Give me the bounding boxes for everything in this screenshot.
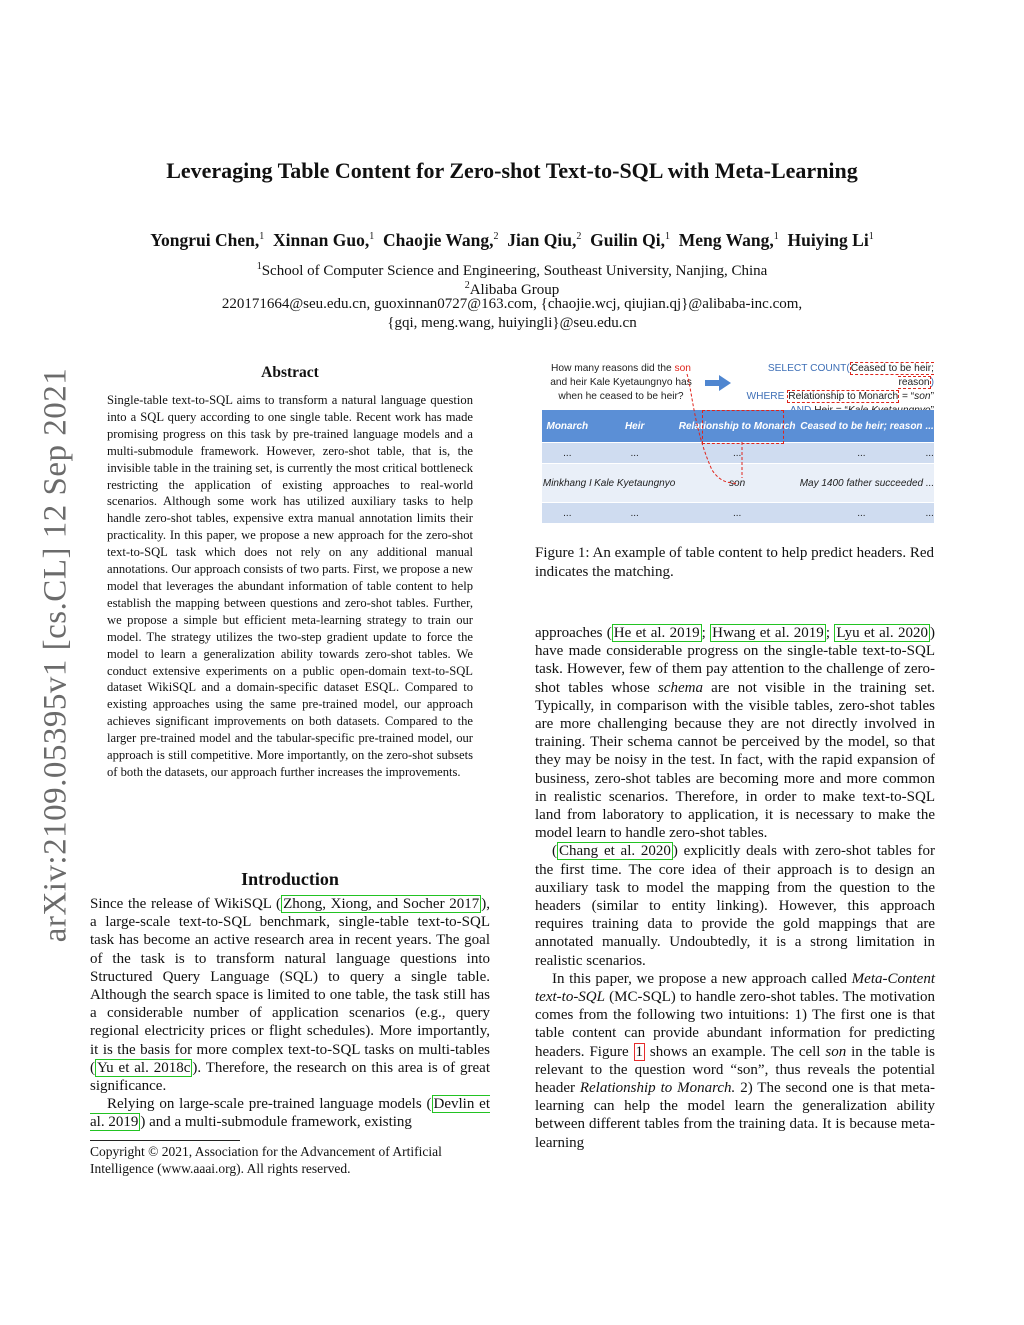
emails-line-1: 220171664@seu.edu.cn, guoxinnan0727@163.com, {chaojie.wcj, qiujian.qj}@alibaba-inc.com, <box>221 296 803 312</box>
author: Yongrui Chen,$^1$ <box>150 230 265 250</box>
right-paragraph-1: approaches ( He et al. 2019 ; Hwang et al. 2019 ; Lyu et al. 2020 ) have made considerable progress on the single-table text-to-SQL task. However, few of them pay attention to the challenge of zero-shot tables whose schema are not visible in the training set. Typically, in comparison with the visible tables, zero-shot tables are more challenging because they are not directly involved in training. Their schema cannot be perceived by the model, so that they may be noisy in the test. In fact, with the rapid expansion of business, zero-shot tables are becoming more and more common in realistic scenarios. Therefore, in order to make text-to-SQL land from laboratory to application, it is necessary to make the model learn to handle zero-shot tables. <box>535 625 936 842</box>
table-header-cell: ... <box>925 410 934 443</box>
figure-caption: Figure 1: An example of table content to help predict headers. Red indicates the matching. <box>535 545 935 580</box>
footnote-divider <box>90 1140 240 1141</box>
match-connector-lines <box>542 360 934 530</box>
figure-reference-link[interactable]: 1 <box>635 1043 644 1060</box>
affiliation-1: $^1$School of Computer Science and Engineering, Southeast University, Nanjing, China <box>256 261 768 279</box>
affiliation-2: $^2$Alibaba Group <box>464 280 560 298</box>
abstract-body: Single-table text-to-SQL aims to transform a natural language question into a SQL query according to one single table. Recent work has made promising progress on this task by pre-trained language models and a multi-submodule framework. However, zero-shot table, that is, the invisible table in the training set, is currently the most critical bottleneck restricting the application of existing approaches to real-world scenarios. Although some work has utilized auxiliary tasks to help handle zero-shot tables, expensive extra manual annotation limits their practicality. In this paper, we propose a new approach for the zero-shot text-to-SQL task which does not rely on any additional manual annotations. Our approach consists of two parts. First, we propose a new model that leverages the abundant information of table content to help establish the mapping between questions and zero-shot tables. Further, we propose a simple but efficient meta-learning strategy to train our model. The strategy utilizes the two-step gradient update to force the model to learn a generalization ability towards zero-shot tables. We conduct extensive experiments on a public open-domain text-to-SQL dataset WikiSQL and a domain-specific dataset ESQL. Compared to existing approaches using the same pre-trained model, our approach achieves significant improvements on both datasets. Compared to the larger pre-trained model and the tabular-specific pre-trained model, our approach is still competitive. More importantly, on the zero-shot subsets of both the datasets, our approach further increases the improvements. <box>107 393 473 779</box>
right-paragraph-2: ( Chang et al. 2020 ) explicitly deals with zero-shot tables for the first time. The core idea of their approach is to design an auxiliary task to model the mapping from the question to the headers (similar to entity linking). However, this approach requires training data to provide the gold mappings that are annotated manually. Undoubtedly, it is a strong limitation in realistic scenarios. <box>535 843 935 969</box>
right-column-text <box>535 624 935 1152</box>
author: Meng Wang,$^1$ <box>678 230 779 250</box>
table-header-cell: Ceased to be heir; reason <box>798 410 926 443</box>
citation-link[interactable]: He et al. 2019 <box>613 625 700 641</box>
citation-link[interactable]: Hwang et al. 2019 <box>712 625 824 641</box>
table-header-cell: Monarch <box>542 410 593 443</box>
citation-link[interactable]: Lyu et al. 2020 <box>836 625 929 641</box>
figure-1 <box>542 360 934 530</box>
matched-cell: son <box>677 464 798 503</box>
emails-line-2: {gqi, meng.wang, huiyingli}@seu.edu.cn <box>387 315 637 331</box>
table-row: ... ... ... ... ... <box>542 503 934 524</box>
table-row: Minkhang I Kale Kyetaungnyo son May 1400 father succeeded ... <box>542 464 934 503</box>
copyright-notice: Copyright © 2021, Association for the Advancement of Artificial Intelligence (www.aaai.org). All rights reserved. <box>90 1144 442 1176</box>
citation-link[interactable]: Zhong, Xiong, and Socher 2017 <box>283 896 480 912</box>
table-header-cell: Relationship to Monarch <box>677 410 798 443</box>
author: Jian Qiu,$^2$ <box>507 230 582 250</box>
abstract-heading: Abstract <box>261 364 319 381</box>
table-row: ... ... ... ... ... <box>542 443 934 464</box>
table-header-cell: Heir <box>593 410 677 443</box>
citation-link[interactable]: Chang et al. 2020 <box>559 843 671 860</box>
right-paragraph-3: In this paper, we propose a new approach called Meta-Content text-to-SQL (MC-SQL) to handle zero-shot tables. The motivation comes from the following two intuitions: 1) The first one is that table content can provide abundant information for predicting headers. Figure 1 shows an example. The cell son in the table is relevant to the question word “son”, thus reveals the potential header Relationship to Monarch. 2) The second one is that meta-learning can help the model learn the generalization ability between different tables from the training data. It is because meta-learning <box>535 970 936 1151</box>
intro-text <box>90 895 490 1132</box>
author: Xinnan Guo,$^1$ <box>272 230 375 250</box>
intro-paragraph-2: Relying on large-scale pre-trained language models ( Devlin et al. 2019 ) and a multi-submodule framework, existing <box>90 1096 490 1131</box>
author: Chaojie Wang,$^2$ <box>383 230 499 250</box>
paper-title: Leveraging Table Content for Zero-shot Text-to-SQL with Meta-Learning <box>166 158 858 183</box>
arxiv-sidebar <box>36 360 76 950</box>
intro-paragraph-1: Since the release of WikiSQL ( Zhong, Xiong, and Socher 2017 ), a large-scale text-to-SQL benchmark, single-table text-to-SQL task has become an active research area in recent years. The goal of the task is to transform natural language questions into Structured Query Language (SQL) to query a single table. Although the search space is limited to one table, the task still has a considerable number of application scenarios (e.g., query regional electricity prices or flight schedules). More importantly, it is the basis for more complex text-to-SQL tasks on multi-tables ( Yu et al. 2018c ). Therefore, the research on this area is of great significance. <box>90 896 490 1095</box>
introduction-heading: Introduction <box>241 869 339 889</box>
citation-link[interactable]: Devlin et al. 2019 <box>90 1096 490 1131</box>
author: Guilin Qi,$^1$ <box>590 230 670 250</box>
citation-link[interactable]: Yu et al. 2018c <box>97 1059 191 1076</box>
figure-sql-query: SELECT COUNT(Ceased to be heir; reason) WHERE Relationship to Monarch = “son” <box>746 363 934 402</box>
figure-question: How many reasons did the son and heir Kale Kyetaungnyo has when he ceased to be heir? <box>550 363 692 402</box>
author: Huiying Li$^1$ <box>787 230 874 250</box>
author-list <box>0 230 1024 251</box>
arxiv-identifier: arXiv:2109.05395v1 [cs.CL] 12 Sep 2021 <box>37 367 74 943</box>
